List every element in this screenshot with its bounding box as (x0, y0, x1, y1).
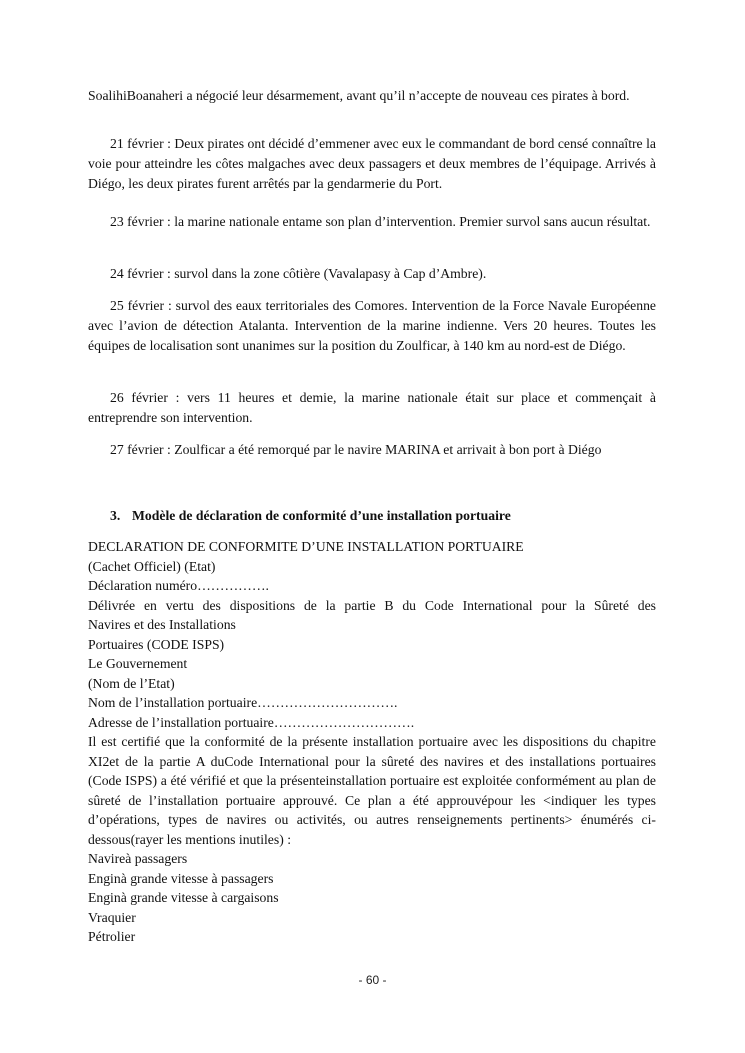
ship-type-item: Vraquier (88, 909, 136, 925)
declaration-block (88, 537, 656, 947)
timeline-paragraph: 23 février : la marine nationale entame son plan d’intervention. Premier survol sans aucun résultat. (110, 214, 651, 229)
ship-type-item: Navireà passagers (88, 851, 188, 866)
timeline-paragraph: 25 février : survol des eaux territoriales des Comores. Intervention de la Force Navale Européenne avec l’avion de détection Atalanta. Intervention de la marine indienne. Vers 20 heures. Toutes les équipes de localisation sont unanimes sur la position du Zoulficar, à 140 km au nord-est de Diégo. (88, 298, 656, 353)
timeline-paragraph: SoalihiBoanaheri a négocié leur désarmement, avant qu’il n’accepte de nouveau ces pirates à bord. (88, 88, 630, 103)
declaration-state-name: (Nom de l’Etat) (88, 675, 175, 691)
declaration-title: DECLARATION DE CONFORMITE D’UNE INSTALLATION PORTUAIRE (88, 539, 524, 554)
declaration-issued: Délivrée en vertu des dispositions de la partie B du Code International pour la Sûreté des (88, 597, 656, 613)
declaration-facility-address: Adresse de l’installation portuaire…………………………. (88, 714, 415, 730)
declaration-issued-cont: Portuaires (CODE ISPS) (88, 636, 225, 652)
declaration-number: Déclaration numéro……………. (88, 578, 269, 593)
page-number: - 60 - (358, 973, 387, 987)
ship-type-item: Enginà grande vitesse à passagers (88, 870, 274, 886)
declaration-facility-name: Nom de l’installation portuaire…………………………. (88, 695, 398, 710)
section-title: Modèle de déclaration de conformité d’une installation portuaire (132, 508, 511, 523)
timeline-paragraph: 21 février : Deux pirates ont décidé d’emmener avec eux le commandant de bord censé connaître la voie pour atteindre les côtes malgaches avec deux passagers et deux membres de l’équipage. Arrivés à Diégo, les deux pirates furent arrêtés par la gendarmerie du Port. (88, 136, 656, 191)
timeline-paragraph: 27 février : Zoulficar a été remorqué par le navire MARINA et arrivait à bon port à Diégo (110, 442, 602, 457)
declaration-certification: Il est certifié que la conformité de la présente installation portuaire avec les dispositions du chapitre XI2et de la partie A duCode International pour la sûreté des navires et des installations portuaires (Code ISPS) a été vérifié et que la présenteinstallation portuaire est exploitée conformément au plan de sûreté de l’installation portuaire approuvé. Ce plan a été approuvépour les <indiquer les types d’opérations, types de navires ou activités, ou autres renseignements pertinents> énumérés ci-dessous(rayer les mentions inutiles) : (88, 734, 656, 847)
declaration-issued-cont: Navires et des Installations (88, 617, 236, 632)
declaration-stamp: (Cachet Officiel) (Etat) (88, 558, 216, 574)
section-number: 3. (110, 508, 121, 523)
timeline-paragraph: 26 février : vers 11 heures et demie, la marine nationale était sur place et commençait à entreprendre son intervention. (88, 390, 656, 425)
ship-type-item: Pétrolier (88, 929, 136, 944)
ship-type-item: Enginà grande vitesse à cargaisons (88, 890, 279, 905)
declaration-government: Le Gouvernement (88, 656, 188, 671)
timeline-paragraph: 24 février : survol dans la zone côtière (Vavalapasy à Cap d’Ambre). (110, 266, 487, 281)
section-heading (110, 506, 656, 526)
